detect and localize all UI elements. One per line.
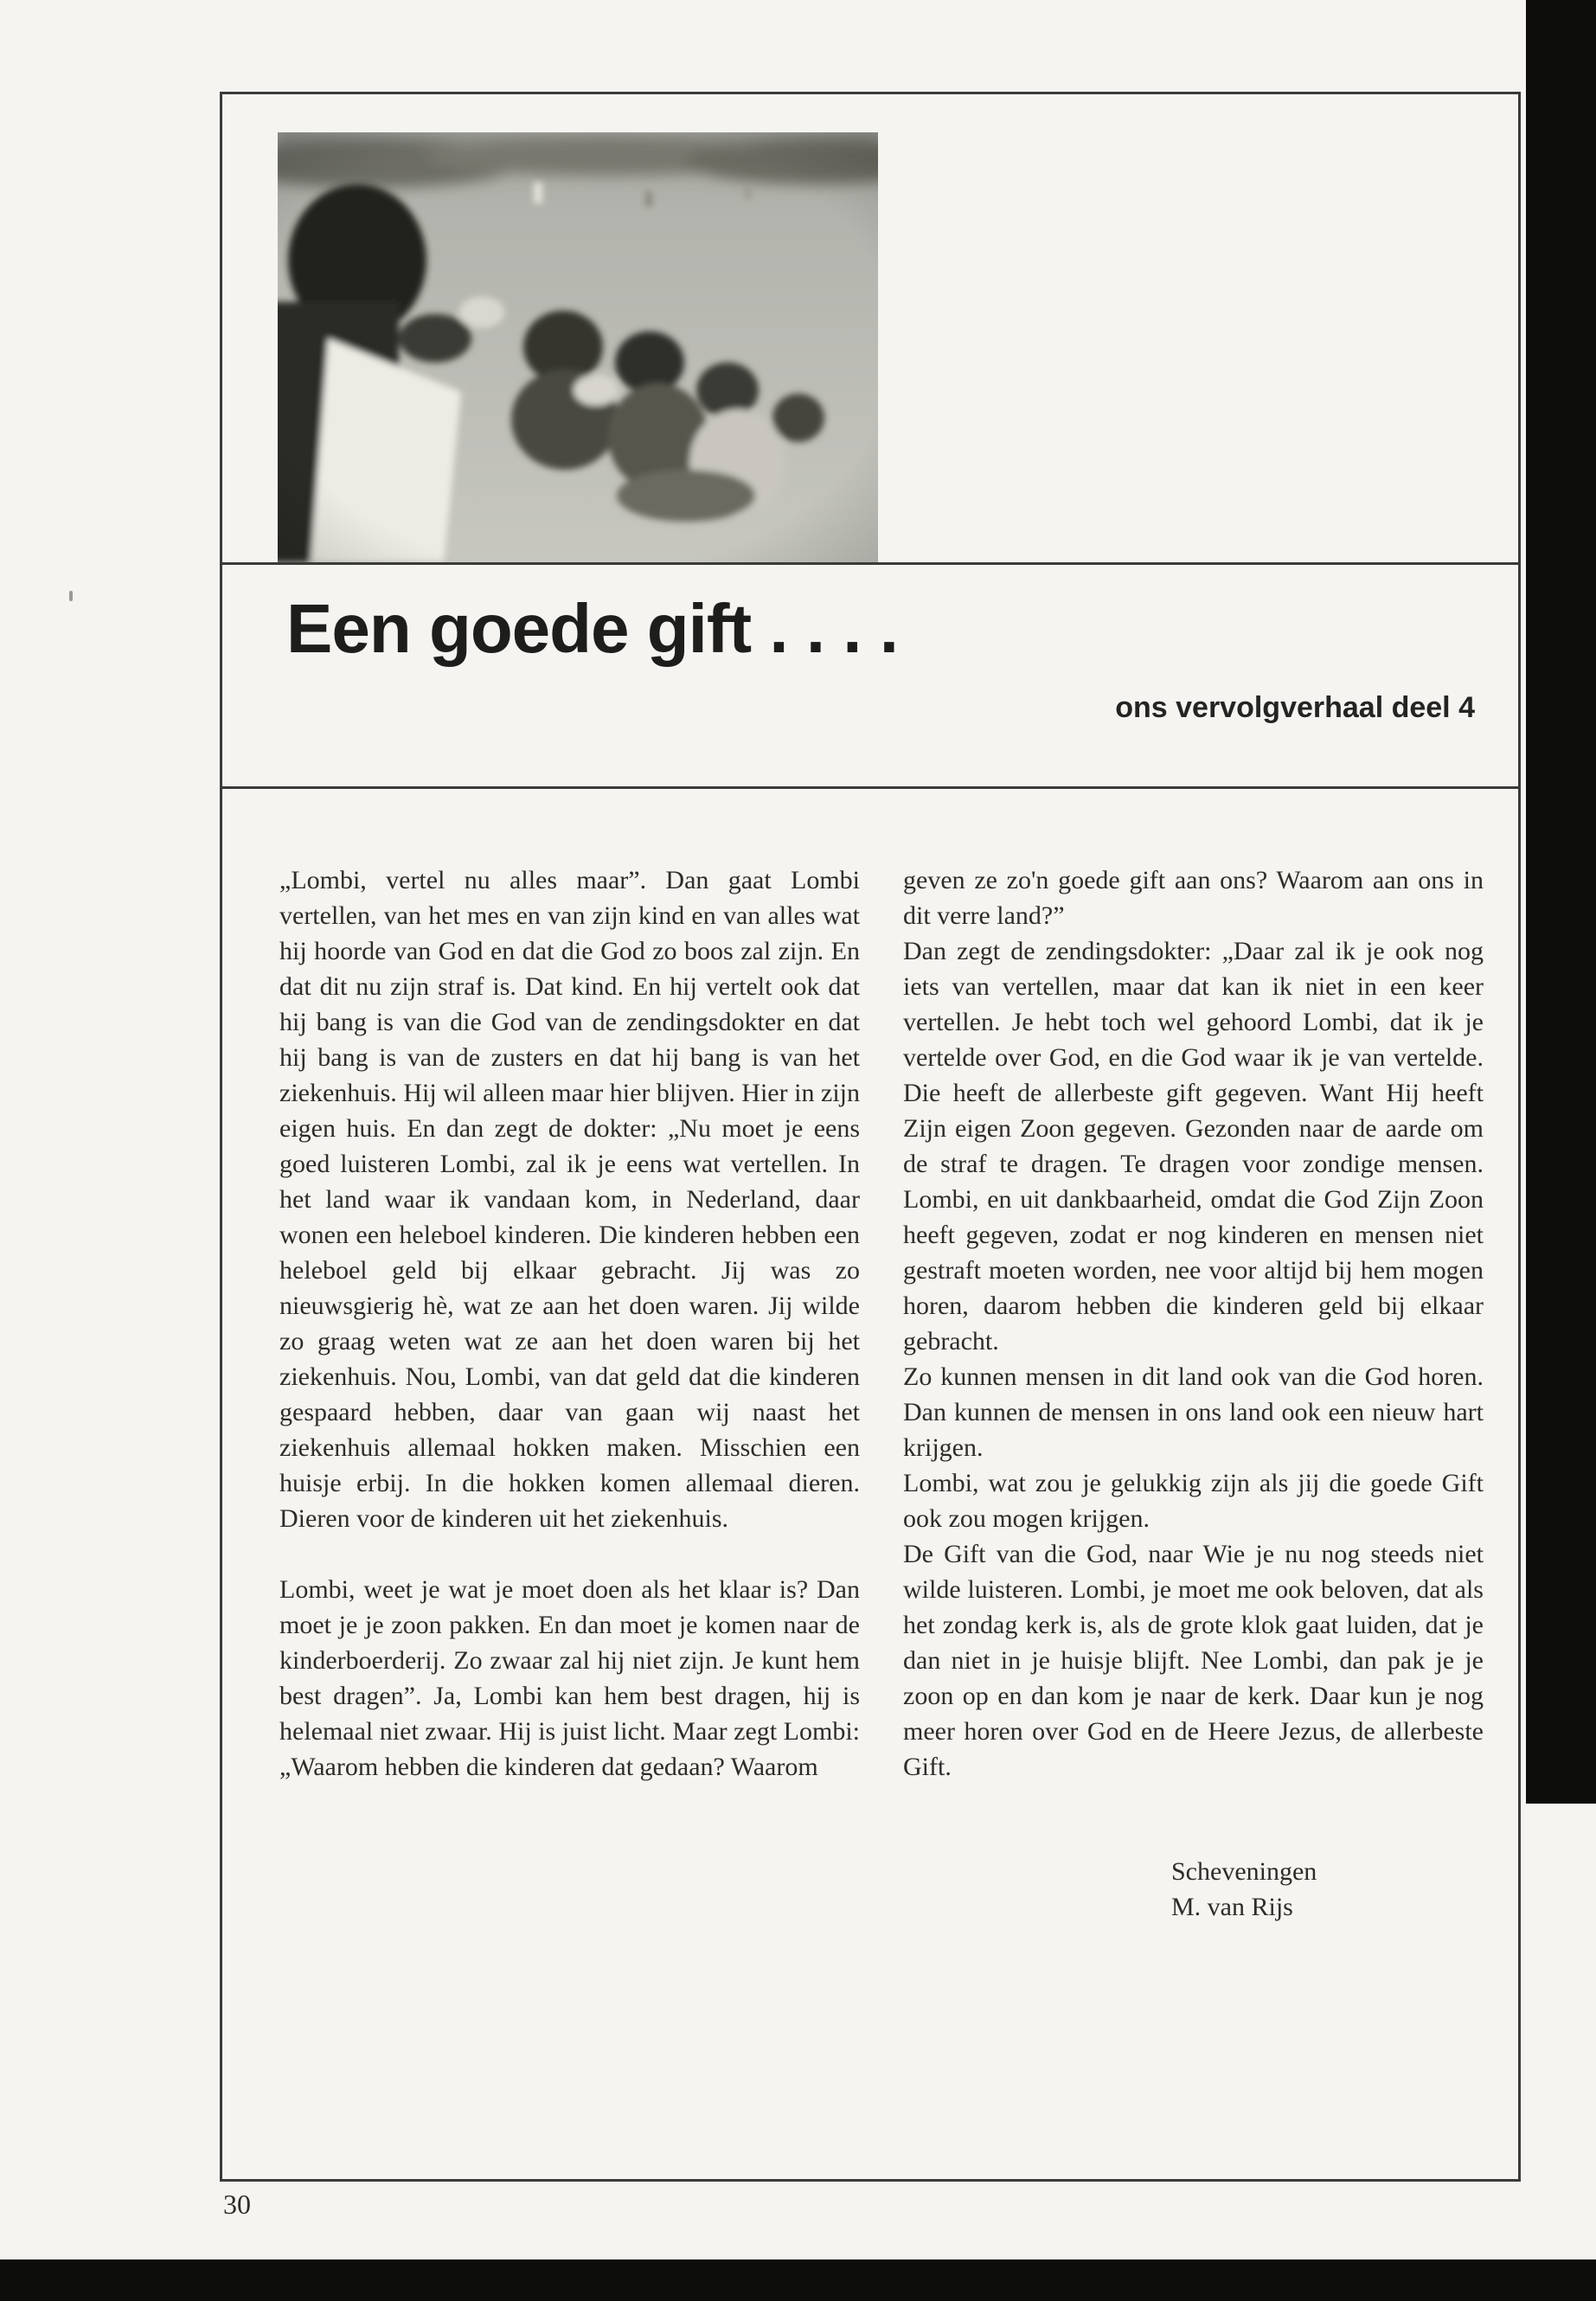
body-paragraph: Lombi, wat zou je gelukkig zijn als jij die goede Gift ook zou mogen krijgen. (903, 1469, 1484, 1533)
article-subtitle: ons vervolgverhaal deel 4 (1115, 691, 1475, 724)
signature-place: Scheveningen (1171, 1857, 1317, 1886)
article-frame (220, 92, 1521, 2182)
body-paragraph: De Gift van die God, naar Wie je nu nog steeds niet wilde luisteren. Lombi, je moet me ook beloven, dat als het zondag kerk is, als de grote klok gaat luiden, dat je dan niet in je huisje blijft. Nee Lombi, dan pak je je zoon op en dan kom je naar de kerk. Daar kun je nog meer horen over God en de Heere Jezus, de allerbeste Gift. (903, 1540, 1484, 1781)
body-paragraph: Dan zegt de zendingsdokter: „Daar zal ik je ook nog iets van vertellen, maar dat kan ik niet in een keer vertellen. Je hebt toch wel gehoord Lombi, dat ik je vertelde over God, en die God waar ik je van vertelde. Die heeft de allerbeste gift gegeven. Want Hij heeft Zijn eigen Zoon gegeven. Gezonden naar de aarde om de straf te dragen. Te dragen voor zondige mensen. Lombi, en uit dankbaarheid, omdat die God Zijn Zoon heeft gegeven, zodat er nog kinderen en mensen niet gestraft moeten worden, nee voor altijd bij hem mogen horen, daarom hebben die kinderen geld bij elkaar gebracht. (903, 937, 1484, 1356)
page-number: 30 (223, 2189, 251, 2220)
article-body (279, 862, 1484, 1925)
body-paragraph: Lombi, weet je wat je moet doen als het klaar is? Dan moet je je zoon pakken. En dan moet je komen naar de kinderboerderij. Zo zwaar zal hij niet zijn. Je kunt hem best dragen”. Ja, Lombi kan hem best dragen, hij is helemaal niet zwaar. Hij is juist licht. Maar zegt Lombi: „Waarom hebben die kinderen dat gedaan? Waarom (279, 1575, 860, 1781)
signature-block (903, 1854, 1484, 1925)
scan-edge-bar-bottom (0, 2259, 1596, 2301)
story-photo (278, 132, 878, 562)
article-title: Een goede gift . . . . (286, 590, 898, 667)
photo-illustration (278, 132, 878, 562)
signature-author: M. van Rijs (1171, 1893, 1293, 1921)
body-paragraph: Zo kunnen mensen in dit land ook van die God horen. Dan kunnen de mensen in ons land ook een nieuw hart krijgen. (903, 1362, 1484, 1462)
left-column (279, 862, 860, 1925)
divider-under-photo (222, 562, 1518, 565)
body-paragraph: „Lombi, vertel nu alles maar”. Dan gaat Lombi vertellen, van het mes en van zijn kind en van alles wat hij hoorde van God en dat die God zo boos zal zijn. En dat dit nu zijn straf is. Dat kind. En hij vertelt ook dat hij bang is van die God van de zendingsdokter en dat hij bang is van de zusters en dat hij bang is van het ziekenhuis. Hij wil alleen maar hier blijven. Hier in zijn eigen huis. En dan zegt de dokter: „Nu moet je eens goed luisteren Lombi, zal ik je eens wat vertellen. In het land waar ik vandaan kom, in Nederland, daar wonen een heleboel kinderen. Die kinderen hebben een heleboel geld bij elkaar gebracht. Jij was zo nieuwsgierig hè, wat ze aan het doen waren. Jij wilde zo graag weten wat ze aan het doen waren bij het ziekenhuis. Nou, Lombi, van dat geld dat die kinderen gespaard hebben, daar van gaan wij naast het ziekenhuis allemaal hokken maken. Misschien een huisje erbij. In die hokken komen allemaal dieren. Dieren voor de kinderen uit het ziekenhuis. (279, 866, 860, 1533)
divider-under-title (222, 786, 1518, 789)
right-column (903, 862, 1484, 1925)
scan-edge-bar-right (1526, 0, 1596, 1804)
body-paragraph: geven ze zo'n goede gift aan ons? Waarom aan ons in dit verre land?” (903, 866, 1484, 930)
scan-speck (69, 591, 73, 601)
